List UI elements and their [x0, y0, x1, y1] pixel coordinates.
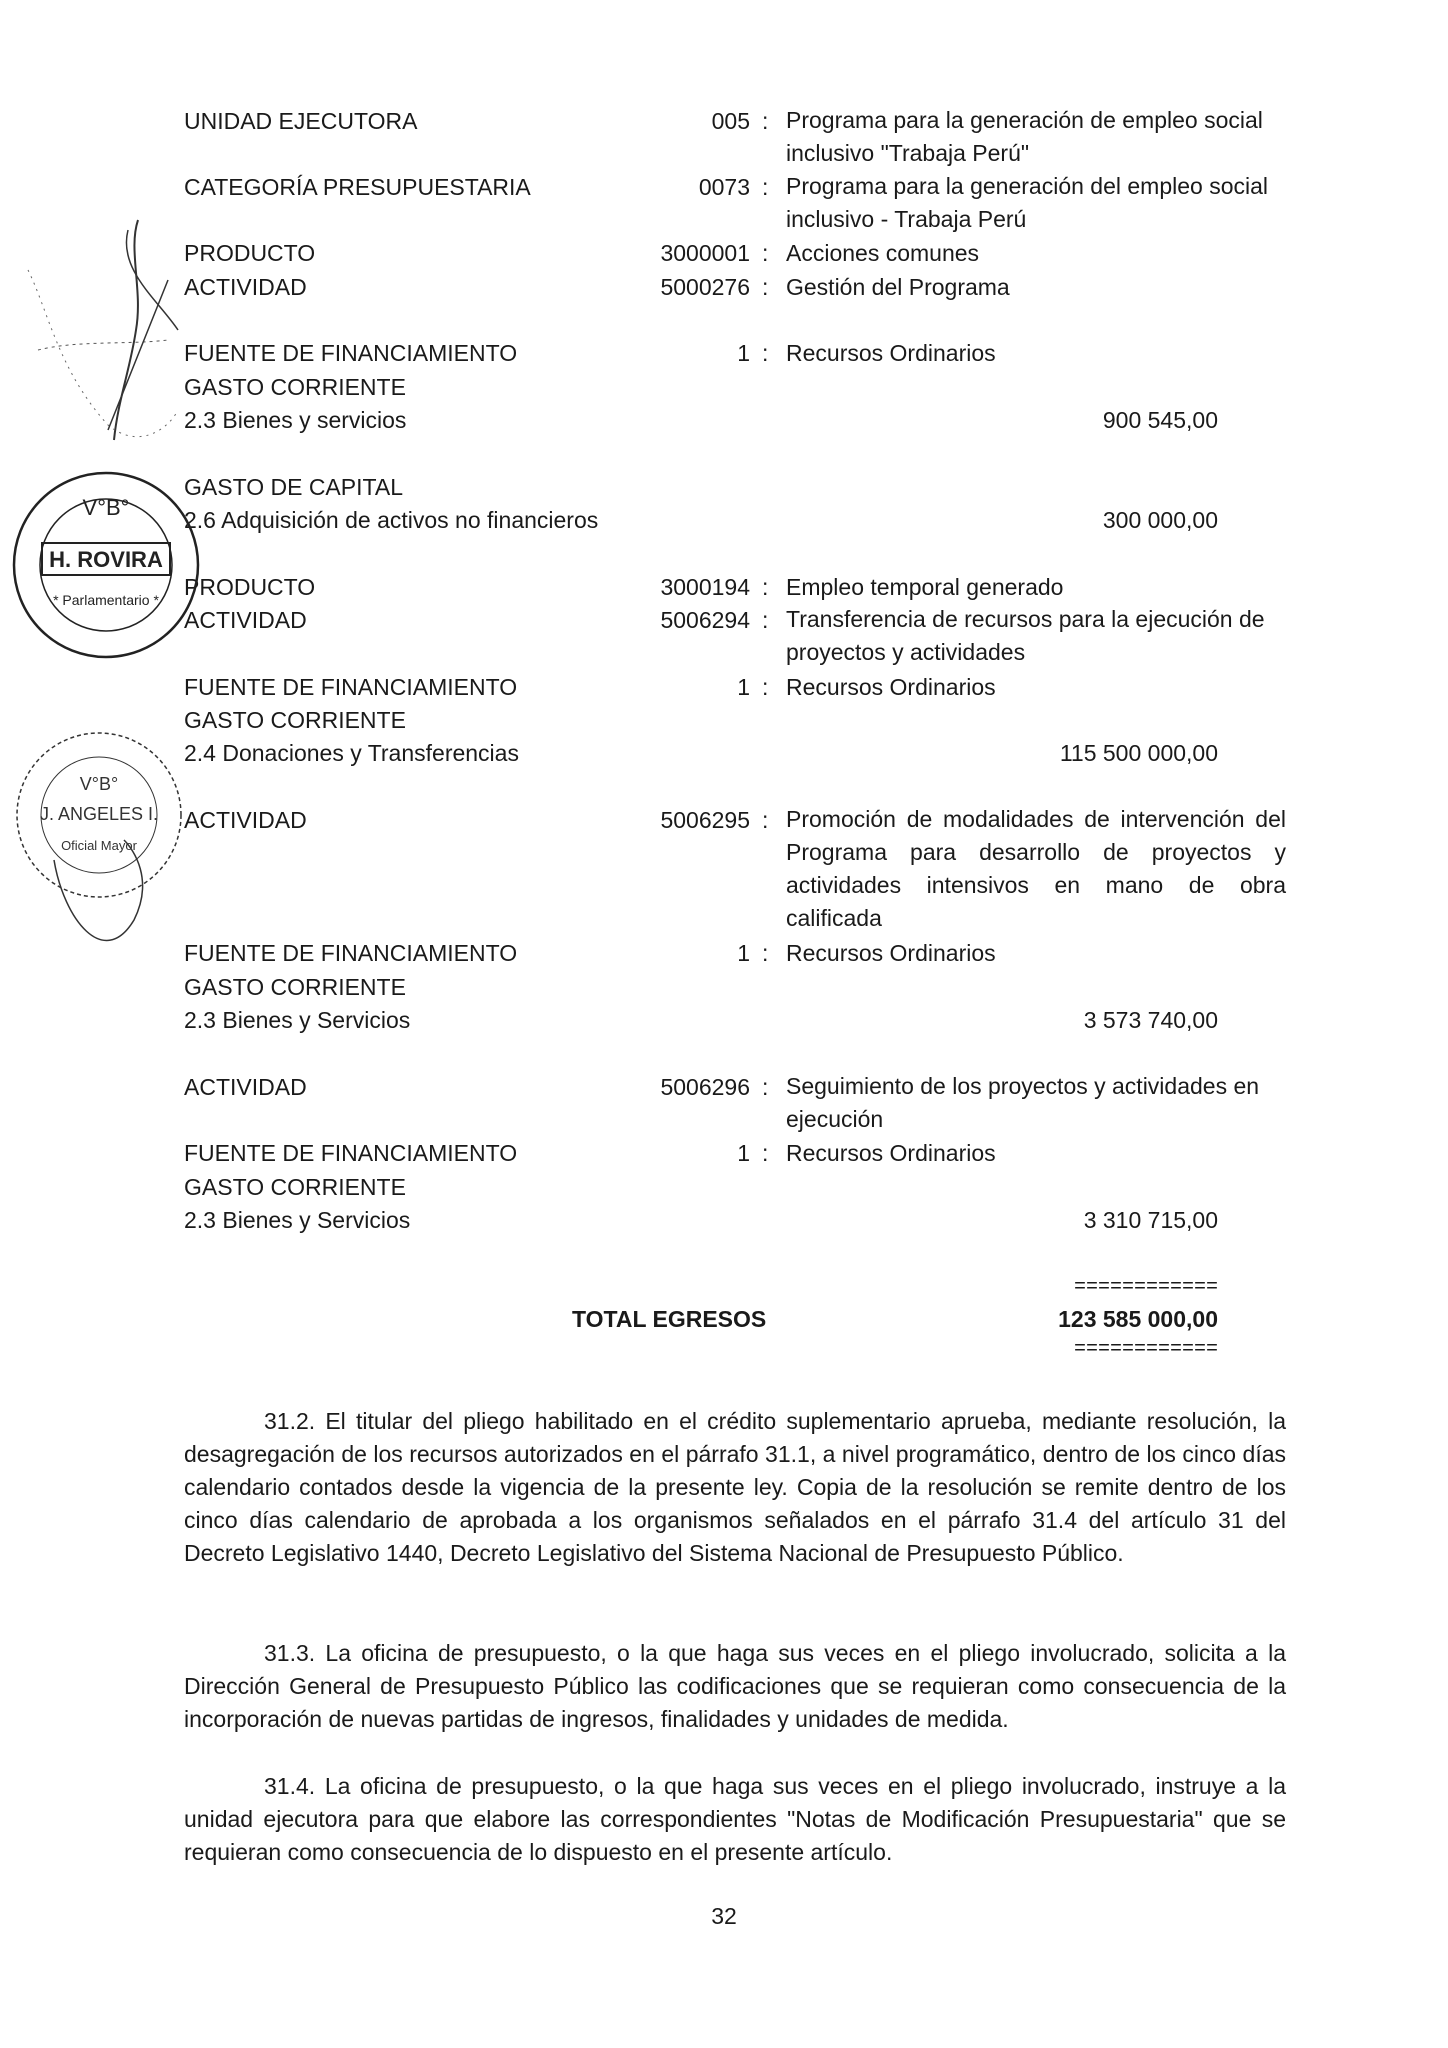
block1-item1-label: 2.3 Bienes y servicios [184, 407, 407, 433]
block3-gasto-corriente: GASTO CORRIENTE [184, 974, 406, 1000]
svg-text:V°B°: V°B° [79, 774, 119, 794]
block4-item-label: 2.3 Bienes y Servicios [184, 1207, 411, 1233]
block4-fuente-label: FUENTE DE FINANCIAMIENTO [184, 1140, 518, 1166]
block2-fuente-code: 1 [737, 674, 750, 700]
block1-gasto-corriente: GASTO CORRIENTE [184, 374, 406, 400]
header-desc-producto: Acciones comunes [786, 240, 980, 266]
block1-fuente-desc: Recursos Ordinarios [786, 340, 996, 366]
block2-producto-desc: Empleo temporal generado [786, 574, 1064, 600]
block3-actividad-code: 5006295 [660, 807, 750, 833]
signature-mark [18, 210, 188, 470]
header-code-actividad: 5000276 [660, 274, 750, 300]
paragraph-31-2 [184, 1405, 1286, 1570]
paragraph-text: El titular del pliego habilitado en el crédito suplementario aprueba, mediante resolución, la desagregación de los recursos autorizados en el párrafo 31.1, a nivel programático, dentro de los cinco días calendario contados desde la vigencia de la presente ley. Copia de la resolución se remite dentro de los cinco días calendario de aprobada a los organismos señalados en el párrafo 31.4 del artículo 31 del Decreto Legislativo 1440, Decreto Legislativo del Sistema Nacional de Presupuesto Público. [184, 1408, 1287, 1566]
block1-item2-label: 2.6 Adquisición de activos no financieros [184, 507, 599, 533]
header-desc-actividad: Gestión del Programa [786, 274, 1010, 300]
paragraph-number: 31.3. [264, 1640, 316, 1666]
block1-fuente-code: 1 [737, 340, 750, 366]
colon: : [762, 674, 769, 700]
block2-gasto-corriente: GASTO CORRIENTE [184, 707, 406, 733]
block3-item-amount: 3 573 740,00 [1083, 1007, 1218, 1033]
svg-text:H. ROVIRA: H. ROVIRA [49, 547, 163, 572]
colon: : [762, 940, 769, 966]
page-number: 32 [711, 1903, 737, 1929]
block4-fuente-code: 1 [737, 1140, 750, 1166]
block4-actividad-label: ACTIVIDAD [184, 1074, 307, 1100]
block2-producto-code: 3000194 [660, 574, 750, 600]
block4-item-amount: 3 310 715,00 [1083, 1207, 1218, 1233]
paragraph-number: 31.4. [264, 1773, 316, 1799]
block4-gasto-corriente: GASTO CORRIENTE [184, 1174, 406, 1200]
svg-text:V°B°: V°B° [82, 495, 130, 520]
total-rule-top: ============ [1073, 1276, 1218, 1299]
official-seal-stamp-2 [14, 720, 194, 980]
header-label-producto: PRODUCTO [184, 240, 316, 266]
colon: : [762, 607, 769, 633]
block3-fuente-desc: Recursos Ordinarios [786, 940, 996, 966]
block3-item-label: 2.3 Bienes y Servicios [184, 1007, 411, 1033]
header-code-categoria: 0073 [698, 174, 750, 200]
block2-actividad-label: ACTIVIDAD [184, 607, 307, 633]
header-label-categoria: CATEGORÍA PRESUPUESTARIA [184, 174, 531, 200]
block3-actividad-label: ACTIVIDAD [184, 807, 307, 833]
block3-fuente-label: FUENTE DE FINANCIAMIENTO [184, 940, 518, 966]
paragraph-text: La oficina de presupuesto, o la que haga sus veces en el pliego involucrado, solicita a la Dirección General de Presupuesto Público las codificaciones que se requieran como consecuencia de la incorporación de nuevas partidas de ingresos, finalidades y unidades de medida. [184, 1640, 1286, 1732]
total-rule-bottom: ============ [1073, 1338, 1218, 1361]
total-label: TOTAL EGRESOS [572, 1306, 767, 1332]
paragraph-text: La oficina de presupuesto, o la que haga sus veces en el pliego involucrado, instruye a la unidad ejecutora para que elabore las correspondientes "Notas de Modificación Presupuestaria" que se requieran como consecuencia de lo dispuesto en el presente artículo. [184, 1773, 1286, 1865]
svg-text:J. ANGELES I.: J. ANGELES I. [39, 804, 159, 824]
paragraph-31-4 [184, 1770, 1286, 1869]
block2-fuente-desc: Recursos Ordinarios [786, 674, 996, 700]
block1-item2-amount: 300 000,00 [1102, 507, 1218, 533]
block2-item-amount: 115 500 000,00 [1059, 740, 1218, 766]
header-label-unidad: UNIDAD EJECUTORA [184, 108, 418, 134]
block2-producto-label: PRODUCTO [184, 574, 316, 600]
paragraph-number: 31.2. [264, 1408, 316, 1434]
block4-actividad-code: 5006296 [660, 1074, 750, 1100]
block2-actividad-code: 5006294 [660, 607, 750, 633]
colon: : [762, 174, 769, 200]
colon: : [762, 340, 769, 366]
paragraph-31-3 [184, 1637, 1286, 1736]
colon: : [762, 1074, 769, 1100]
header-label-actividad: ACTIVIDAD [184, 274, 307, 300]
colon: : [762, 807, 769, 833]
colon: : [762, 574, 769, 600]
official-seal-stamp [6, 465, 206, 665]
colon: : [762, 108, 769, 134]
header-desc-unidad: Programa para la generación de empleo social inclusivo "Trabaja Perú" [786, 107, 1263, 166]
block2-actividad-desc: Transferencia de recursos para la ejecución de proyectos y actividades [786, 606, 1265, 665]
colon: : [762, 1140, 769, 1166]
block2-fuente-label: FUENTE DE FINANCIAMIENTO [184, 674, 518, 700]
block1-fuente-label: FUENTE DE FINANCIAMIENTO [184, 340, 518, 366]
block4-fuente-desc: Recursos Ordinarios [786, 1140, 996, 1166]
total-amount: 123 585 000,00 [1058, 1306, 1218, 1332]
block3-fuente-code: 1 [737, 940, 750, 966]
svg-text:Oficial Mayor: Oficial Mayor [61, 838, 137, 853]
header-code-producto: 3000001 [660, 240, 750, 266]
block3-actividad-desc: Promoción de modalidades de intervención del Programa para desarrollo de proyectos y actividades intensivos en mano de obra calificada [786, 806, 1286, 931]
block1-gasto-capital: GASTO DE CAPITAL [184, 474, 403, 500]
block4-actividad-desc: Seguimiento de los proyectos y actividades en ejecución [786, 1073, 1260, 1132]
header-code-unidad: 005 [711, 108, 750, 134]
colon: : [762, 274, 769, 300]
colon: : [762, 240, 769, 266]
block2-item-label: 2.4 Donaciones y Transferencias [184, 740, 519, 766]
header-desc-categoria: Programa para la generación del empleo social inclusivo - Trabaja Perú [786, 173, 1269, 232]
svg-text:* Parlamentario *: * Parlamentario * [53, 592, 159, 608]
block1-item1-amount: 900 545,00 [1102, 407, 1218, 433]
